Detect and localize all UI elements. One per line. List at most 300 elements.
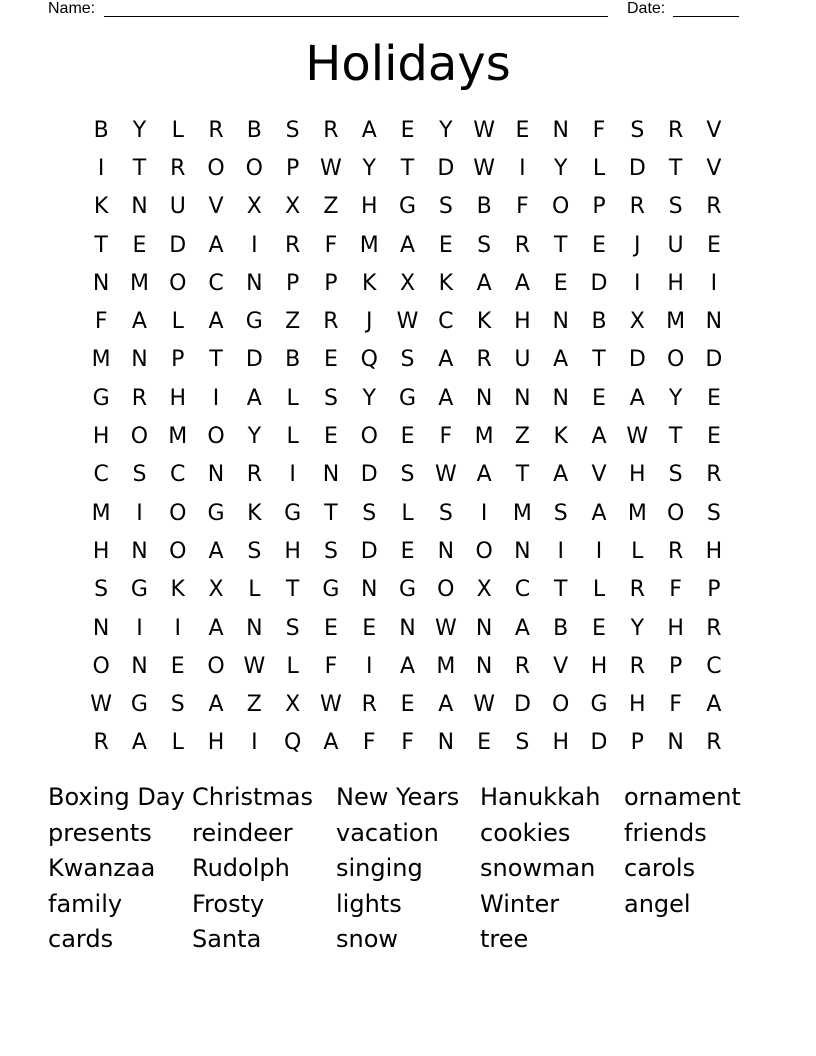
- grid-letter: A: [438, 385, 454, 411]
- grid-letter: H: [284, 538, 301, 564]
- grid-letter: E: [706, 232, 721, 258]
- grid-letter: E: [592, 232, 606, 258]
- grid-letter: T: [515, 462, 530, 488]
- grid-letter: M: [512, 500, 532, 526]
- grid-letter: N: [131, 538, 148, 564]
- grid-letter: P: [592, 194, 606, 220]
- grid-letter: L: [286, 385, 299, 411]
- grid-letter: G: [398, 194, 417, 220]
- grid-letter: C: [208, 270, 224, 296]
- word-list-item: Hanukkah: [480, 783, 601, 811]
- grid-letter: G: [398, 577, 417, 603]
- grid-letter: H: [667, 270, 684, 296]
- grid-letter: Y: [439, 117, 453, 143]
- grid-letter: C: [170, 462, 186, 488]
- word-list-item: singing: [336, 854, 423, 882]
- grid-letter: A: [131, 730, 147, 756]
- grid-letter: V: [208, 194, 224, 220]
- grid-letter: O: [130, 424, 149, 450]
- grid-letter: L: [631, 538, 644, 564]
- grid-letter: S: [285, 615, 300, 641]
- grid-letter: I: [251, 232, 258, 258]
- grid-letter: A: [553, 462, 569, 488]
- word-list-item: carols: [624, 854, 696, 882]
- grid-letter: N: [322, 462, 340, 488]
- grid-letter: S: [247, 538, 262, 564]
- grid-letter: S: [170, 692, 185, 718]
- grid-letter: T: [592, 347, 606, 373]
- word-list-item: tree: [480, 925, 529, 953]
- grid-letter: O: [207, 653, 225, 679]
- grid-letter: A: [591, 500, 607, 526]
- grid-letter: I: [136, 615, 143, 641]
- grid-letter: G: [590, 692, 608, 718]
- grid-letter: I: [634, 270, 641, 296]
- grid-letter: V: [591, 462, 607, 488]
- word-list-item: Kwanzaa: [48, 854, 156, 882]
- grid-letter: I: [251, 730, 258, 756]
- grid-letter: O: [169, 270, 187, 296]
- grid-letter: Y: [553, 155, 568, 181]
- grid-letter: D: [628, 155, 646, 181]
- grid-letter: V: [706, 155, 722, 181]
- grid-letter: N: [705, 309, 723, 335]
- grid-letter: P: [630, 730, 644, 756]
- word-list-item: reindeer: [192, 818, 293, 847]
- grid-letter: P: [324, 270, 338, 296]
- word-list: [48, 780, 768, 958]
- grid-letter: S: [285, 117, 300, 143]
- word-list-item: lights: [336, 889, 402, 918]
- grid-letter: A: [323, 730, 339, 756]
- page-title: Holidays: [305, 36, 511, 92]
- grid-letter: R: [514, 232, 531, 258]
- grid-letter: M: [359, 232, 379, 258]
- grid-letter: Q: [360, 347, 378, 373]
- grid-letter: E: [323, 615, 338, 641]
- grid-letter: A: [706, 692, 722, 718]
- grid-letter: R: [361, 692, 377, 718]
- grid-letter: L: [171, 730, 184, 756]
- grid-letter: O: [437, 577, 455, 603]
- word-list-item: Frosty: [192, 889, 265, 918]
- name-label: Name:: [48, 0, 96, 17]
- grid-letter: N: [552, 309, 569, 335]
- grid-letter: E: [706, 385, 721, 411]
- grid-letter: I: [289, 462, 296, 488]
- grid-letter: E: [706, 424, 721, 450]
- grid-letter: X: [399, 270, 416, 296]
- grid-letter: N: [92, 615, 110, 641]
- grid-letter: R: [246, 462, 262, 488]
- grid-letter: V: [553, 653, 569, 679]
- grid-letter: N: [475, 615, 493, 641]
- grid-letter: E: [553, 270, 568, 296]
- grid-letter: E: [170, 653, 185, 679]
- grid-letter: N: [131, 347, 148, 373]
- grid-letter: I: [212, 385, 220, 411]
- grid-letter: N: [667, 730, 684, 756]
- grid-letter: T: [209, 347, 223, 373]
- grid-letter: M: [436, 653, 456, 679]
- grid-letter: B: [246, 117, 262, 143]
- grid-letter: A: [208, 232, 224, 258]
- grid-letter: M: [91, 500, 111, 526]
- grid-letter: M: [627, 500, 647, 526]
- grid-letter: H: [514, 309, 531, 335]
- grid-letter: R: [170, 155, 186, 181]
- grid-letter: N: [207, 462, 225, 488]
- grid-letter: F: [669, 692, 682, 718]
- grid-letter: R: [629, 653, 645, 679]
- grid-letter: F: [362, 730, 376, 756]
- grid-letter: F: [592, 117, 606, 143]
- grid-letter: N: [360, 577, 378, 603]
- grid-letter: J: [365, 309, 373, 335]
- word-list-item: cookies: [480, 818, 571, 847]
- grid-letter: D: [513, 692, 531, 718]
- grid-letter: M: [129, 270, 149, 296]
- grid-letter: W: [473, 117, 495, 143]
- grid-letter: S: [362, 500, 377, 526]
- grid-letter: H: [552, 730, 569, 756]
- grid-letter: G: [130, 577, 148, 603]
- word-list-item: Christmas: [192, 783, 314, 811]
- grid-letter: G: [245, 309, 263, 335]
- grid-letter: I: [136, 500, 143, 526]
- grid-letter: O: [169, 538, 187, 564]
- grid-letter: B: [591, 309, 607, 335]
- grid-letter: S: [668, 462, 683, 488]
- grid-letter: M: [666, 309, 686, 335]
- word-list-item: snow: [336, 925, 399, 953]
- grid-letter: R: [667, 117, 684, 143]
- grid-letter: Z: [514, 424, 530, 450]
- grid-letter: I: [365, 653, 373, 679]
- grid-letter: O: [92, 653, 110, 679]
- grid-letter: R: [706, 194, 722, 220]
- word-list-item: friends: [624, 818, 707, 847]
- grid-letter: Z: [323, 194, 339, 220]
- grid-letter: B: [93, 117, 109, 143]
- grid-letter: Y: [132, 117, 147, 143]
- word-list-item: ornament: [624, 783, 741, 811]
- grid-letter: O: [666, 500, 685, 526]
- word-list-item: Winter: [480, 889, 560, 918]
- grid-letter: Y: [630, 615, 645, 641]
- grid-letter: E: [323, 424, 338, 450]
- grid-letter: Y: [362, 385, 376, 411]
- grid-letter: S: [553, 500, 568, 526]
- grid-letter: C: [93, 462, 109, 488]
- grid-letter: T: [132, 155, 147, 181]
- grid-letter: X: [476, 577, 492, 603]
- date-label: Date:: [627, 0, 666, 17]
- grid-letter: H: [629, 462, 646, 488]
- grid-letter: K: [362, 270, 377, 296]
- grid-letter: N: [514, 538, 531, 564]
- grid-letter: T: [553, 577, 568, 603]
- grid-letter: C: [706, 653, 722, 679]
- grid-letter: O: [552, 692, 570, 718]
- grid-letter: H: [590, 653, 608, 679]
- grid-letter: A: [246, 385, 262, 411]
- grid-letter: I: [595, 538, 603, 564]
- grid-letter: R: [93, 730, 109, 756]
- grid-letter: F: [401, 730, 414, 756]
- grid-letter: W: [473, 692, 495, 718]
- grid-letter: O: [169, 500, 187, 526]
- grid-letter: F: [439, 424, 453, 450]
- grid-letter: E: [400, 692, 415, 718]
- word-list-item: presents: [48, 818, 152, 847]
- grid-letter: D: [628, 347, 646, 373]
- grid-letter: H: [207, 730, 225, 756]
- grid-letter: I: [97, 155, 105, 181]
- grid-letter: P: [707, 577, 721, 603]
- grid-letter: H: [92, 424, 110, 450]
- grid-letter: A: [361, 117, 377, 143]
- grid-letter: U: [667, 232, 684, 258]
- grid-letter: D: [590, 730, 608, 756]
- grid-letter: R: [629, 577, 645, 603]
- grid-letter: U: [169, 194, 186, 220]
- word-list-item: cards: [48, 925, 114, 953]
- grid-letter: A: [208, 309, 224, 335]
- grid-letter: R: [629, 194, 645, 220]
- word-list-item: vacation: [336, 818, 439, 847]
- grid-letter: B: [476, 194, 492, 220]
- grid-letter: Z: [285, 309, 301, 335]
- grid-letter: R: [476, 347, 492, 373]
- grid-letter: G: [322, 577, 340, 603]
- grid-letter: S: [668, 194, 683, 220]
- grid-letter: D: [590, 270, 608, 296]
- grid-letter: F: [516, 194, 529, 220]
- grid-letter: T: [553, 232, 568, 258]
- grid-letter: D: [245, 347, 263, 373]
- grid-letter: H: [92, 538, 110, 564]
- letter-grid: [82, 111, 733, 762]
- grid-letter: A: [399, 232, 416, 258]
- grid-letter: L: [401, 500, 414, 526]
- grid-letter: O: [475, 538, 493, 564]
- grid-letter: E: [592, 615, 606, 641]
- word-list-item: snowman: [480, 854, 596, 882]
- grid-letter: A: [514, 615, 530, 641]
- grid-letter: W: [434, 462, 457, 488]
- grid-letter: H: [169, 385, 187, 411]
- grid-letter: S: [132, 462, 147, 488]
- date-blank-line[interactable]: [673, 16, 739, 17]
- grid-letter: E: [438, 232, 453, 258]
- grid-letter: L: [286, 424, 299, 450]
- grid-letter: S: [438, 500, 453, 526]
- grid-letter: A: [591, 424, 607, 450]
- word-list-item: New Years: [336, 783, 460, 811]
- grid-letter: H: [667, 615, 684, 641]
- grid-letter: N: [399, 615, 416, 641]
- word-list-item: angel: [624, 889, 691, 918]
- grid-letter: R: [706, 615, 722, 641]
- grid-letter: V: [706, 117, 722, 143]
- grid-letter: F: [324, 653, 338, 679]
- grid-letter: A: [514, 270, 530, 296]
- grid-letter: S: [630, 117, 645, 143]
- grid-letter: Y: [362, 155, 376, 181]
- word-list-item: Boxing Day: [48, 783, 185, 811]
- grid-letter: R: [514, 653, 531, 679]
- grid-letter: S: [323, 385, 338, 411]
- grid-letter: Z: [246, 692, 262, 718]
- grid-letter: R: [208, 117, 224, 143]
- grid-letter: E: [592, 385, 606, 411]
- name-blank-line[interactable]: [104, 16, 608, 17]
- grid-letter: L: [248, 577, 261, 603]
- grid-letter: N: [514, 385, 531, 411]
- grid-letter: I: [557, 538, 564, 564]
- grid-letter: W: [243, 653, 266, 679]
- grid-letter: W: [320, 692, 342, 718]
- grid-letter: S: [323, 538, 338, 564]
- word-list-item: Rudolph: [192, 854, 290, 882]
- grid-letter: X: [208, 577, 224, 603]
- grid-letter: C: [514, 577, 531, 603]
- grid-letter: T: [324, 500, 338, 526]
- grid-letter: O: [360, 424, 378, 450]
- grid-letter: Y: [247, 424, 262, 450]
- word-list-item: Santa: [192, 925, 262, 953]
- grid-letter: A: [438, 347, 454, 373]
- grid-letter: N: [92, 270, 110, 296]
- grid-letter: A: [399, 653, 416, 679]
- grid-letter: N: [437, 730, 455, 756]
- grid-letter: N: [131, 194, 148, 220]
- grid-letter: I: [519, 155, 526, 181]
- grid-letter: P: [668, 653, 683, 679]
- grid-letter: K: [553, 424, 568, 450]
- grid-letter: O: [207, 424, 225, 450]
- grid-letter: H: [705, 538, 723, 564]
- grid-letter: F: [669, 577, 682, 603]
- grid-letter: P: [285, 155, 300, 181]
- grid-letter: A: [131, 309, 147, 335]
- grid-letter: G: [207, 500, 225, 526]
- grid-letter: R: [667, 538, 684, 564]
- grid-letter: K: [247, 500, 262, 526]
- grid-letter: E: [132, 232, 147, 258]
- grid-letter: K: [170, 577, 185, 603]
- grid-letter: F: [324, 232, 338, 258]
- grid-letter: R: [131, 385, 148, 411]
- grid-letter: W: [320, 155, 342, 181]
- grid-letter: O: [666, 347, 685, 373]
- grid-letter: A: [476, 462, 492, 488]
- grid-letter: T: [400, 155, 415, 181]
- grid-letter: T: [94, 232, 108, 258]
- grid-letter: E: [323, 347, 338, 373]
- grid-letter: R: [706, 462, 722, 488]
- grid-letter: X: [285, 692, 301, 718]
- grid-letter: E: [362, 615, 377, 641]
- grid-letter: O: [552, 194, 570, 220]
- grid-letter: M: [474, 424, 494, 450]
- grid-letter: W: [473, 155, 495, 181]
- grid-letter: J: [634, 232, 641, 258]
- grid-letter: T: [668, 424, 683, 450]
- grid-letter: S: [438, 194, 453, 220]
- grid-letter: E: [400, 117, 415, 143]
- grid-letter: S: [400, 462, 415, 488]
- grid-letter: G: [284, 500, 302, 526]
- grid-letter: T: [668, 155, 683, 181]
- grid-letter: L: [592, 155, 606, 181]
- grid-letter: M: [91, 347, 111, 373]
- grid-letter: W: [434, 615, 457, 641]
- grid-letter: S: [94, 577, 109, 603]
- grid-letter: B: [553, 615, 569, 641]
- grid-letter: N: [131, 653, 148, 679]
- grid-letter: A: [208, 692, 224, 718]
- grid-letter: D: [360, 462, 378, 488]
- grid-letter: L: [592, 577, 606, 603]
- grid-letter: I: [480, 500, 488, 526]
- grid-letter: N: [552, 117, 569, 143]
- grid-letter: Q: [283, 730, 302, 756]
- grid-letter: I: [174, 615, 181, 641]
- grid-letter: L: [286, 653, 299, 679]
- grid-letter: R: [284, 232, 301, 258]
- grid-letter: O: [207, 155, 225, 181]
- grid-letter: G: [92, 385, 110, 411]
- grid-letter: A: [438, 692, 454, 718]
- grid-letter: R: [323, 117, 339, 143]
- grid-letter: W: [90, 692, 113, 718]
- grid-letter: A: [208, 615, 224, 641]
- grid-letter: K: [438, 270, 454, 296]
- grid-letter: O: [245, 155, 263, 181]
- grid-letter: C: [438, 309, 454, 335]
- grid-letter: D: [360, 538, 378, 564]
- grid-letter: G: [398, 385, 417, 411]
- grid-letter: P: [285, 270, 300, 296]
- grid-letter: D: [169, 232, 187, 258]
- grid-letter: S: [477, 232, 492, 258]
- grid-letter: Y: [668, 385, 683, 411]
- grid-letter: D: [705, 347, 723, 373]
- grid-letter: H: [360, 194, 378, 220]
- grid-letter: A: [476, 270, 492, 296]
- grid-letter: A: [553, 347, 569, 373]
- grid-letter: G: [130, 692, 148, 718]
- grid-letter: X: [629, 309, 645, 335]
- grid-letter: R: [323, 309, 339, 335]
- grid-letter: T: [285, 577, 300, 603]
- grid-letter: S: [706, 500, 721, 526]
- grid-letter: B: [285, 347, 301, 373]
- grid-letter: A: [629, 385, 645, 411]
- grid-letter: F: [94, 309, 108, 335]
- grid-letter: D: [437, 155, 455, 181]
- word-list-item: family: [48, 889, 123, 918]
- grid-letter: E: [400, 424, 415, 450]
- grid-letter: K: [93, 194, 109, 220]
- grid-letter: S: [400, 347, 415, 373]
- grid-letter: W: [396, 309, 419, 335]
- grid-letter: A: [208, 538, 224, 564]
- grid-letter: E: [400, 538, 415, 564]
- grid-letter: N: [475, 653, 493, 679]
